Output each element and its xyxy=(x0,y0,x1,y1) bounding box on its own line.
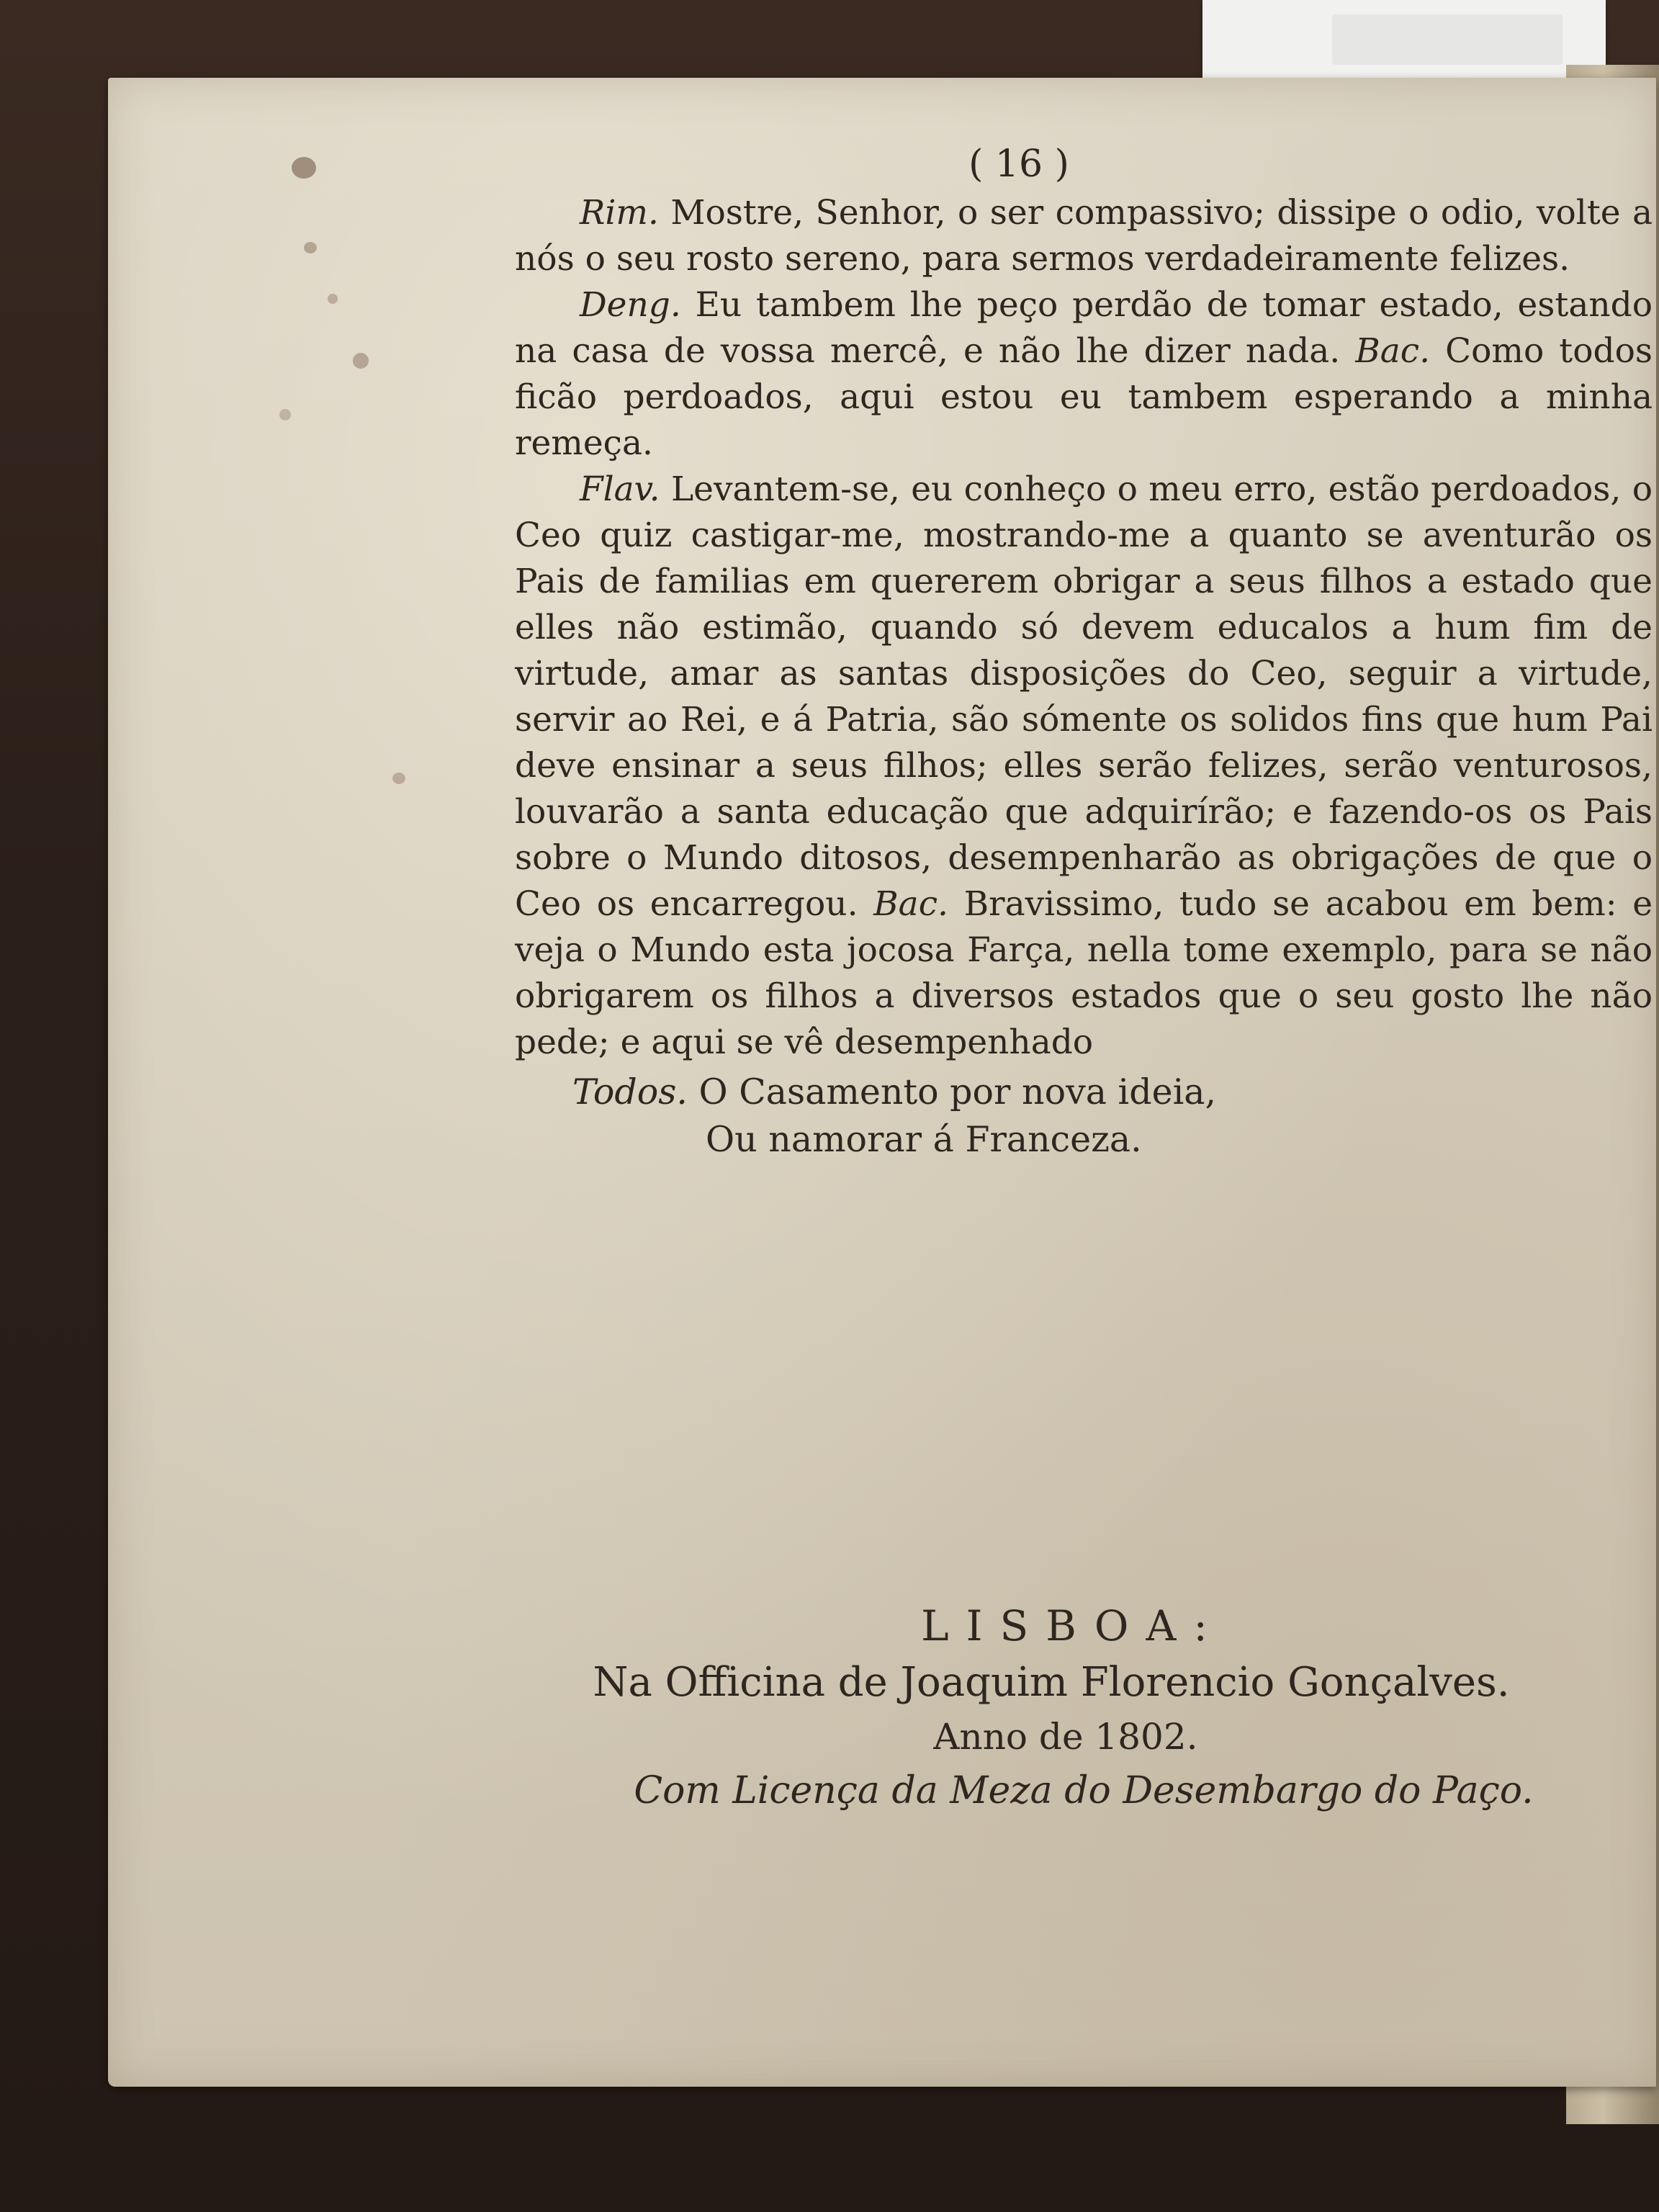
paragraph-deng xyxy=(515,282,1653,467)
speaker-name: Rim. xyxy=(580,193,659,233)
paper-tag xyxy=(1202,0,1606,78)
closing-line-2: Ou namorar á Franceza. xyxy=(706,1119,1142,1160)
ink-stain xyxy=(353,353,369,369)
imprint xyxy=(454,1597,1649,1819)
speaker-name: Bac. xyxy=(873,884,948,924)
speaker-name: Flav. xyxy=(580,469,660,509)
paragraph-text: Como todos ficão perdoados, aqui estou eu tambem esperando a minha remeça. xyxy=(515,331,1653,463)
paragraph-flav xyxy=(515,467,1653,1066)
speaker-name: Bac. xyxy=(1355,331,1431,371)
closing-lines xyxy=(515,1069,1653,1164)
book-page xyxy=(108,78,1656,2087)
closing-line-1: O Casamento por nova ideia, xyxy=(687,1071,1217,1112)
ink-stain xyxy=(279,409,291,421)
imprint-city: LISBOA: xyxy=(921,1601,1225,1650)
paragraph-rim xyxy=(515,190,1653,282)
ink-stain xyxy=(292,157,316,179)
page-number: ( 16 ) xyxy=(968,143,1069,186)
imprint-year: Anno de 1802. xyxy=(933,1716,1198,1758)
paragraph-text: Eu tambem lhe peço perdão de tomar estado, estando na casa de vossa mercê, e não lhe dizer nada. xyxy=(515,285,1653,371)
speaker-name: Deng. xyxy=(580,285,681,325)
imprint-licence: Com Licença da Meza do Desembargo do Paço. xyxy=(634,1769,1534,1812)
speaker-name: Todos. xyxy=(572,1071,688,1112)
paragraph-text: Mostre, Senhor, o ser compassivo; dissipe o odio, volte a nós o seu rosto sereno, para sermos verdadeiramente felizes. xyxy=(515,193,1653,279)
paragraph-text: Bravissimo, tudo se acabou em bem: e veja o Mundo esta jocosa Farça, nella tome exemplo, para se não obrigarem os filhos a diversos estados que o seu gosto lhe não pede; e aqui se vê desempenhado xyxy=(515,884,1653,1062)
ink-stain xyxy=(304,242,317,253)
main-text xyxy=(515,143,1653,1164)
ink-stain xyxy=(328,294,338,304)
ink-stain xyxy=(392,773,405,784)
imprint-press: Na Officina de Joaquim Florencio Gonçalves. xyxy=(593,1659,1510,1706)
paragraph-text: Levantem-se, eu conheço o meu erro, estão perdoados, o Ceo quiz castigar-me, mostrando-me a quanto se aventurão os Pais de familias em quererem obrigar a seus filhos a estado que elles não estimão, quando só devem educalos a hum fim de virtude, amar as santas disposições do Ceo, seguir a virtude, servir ao Rei, e á Patria, são sómente os solidos fins que hum Pai deve ensinar a seus filhos; elles serão felizes, serão venturosos, louvarão a santa educação que adquirírão; e fazendo-os os Pais sobre o Mundo ditosos, desempenharão as obrigações de que o Ceo os encarregou. xyxy=(515,469,1653,924)
